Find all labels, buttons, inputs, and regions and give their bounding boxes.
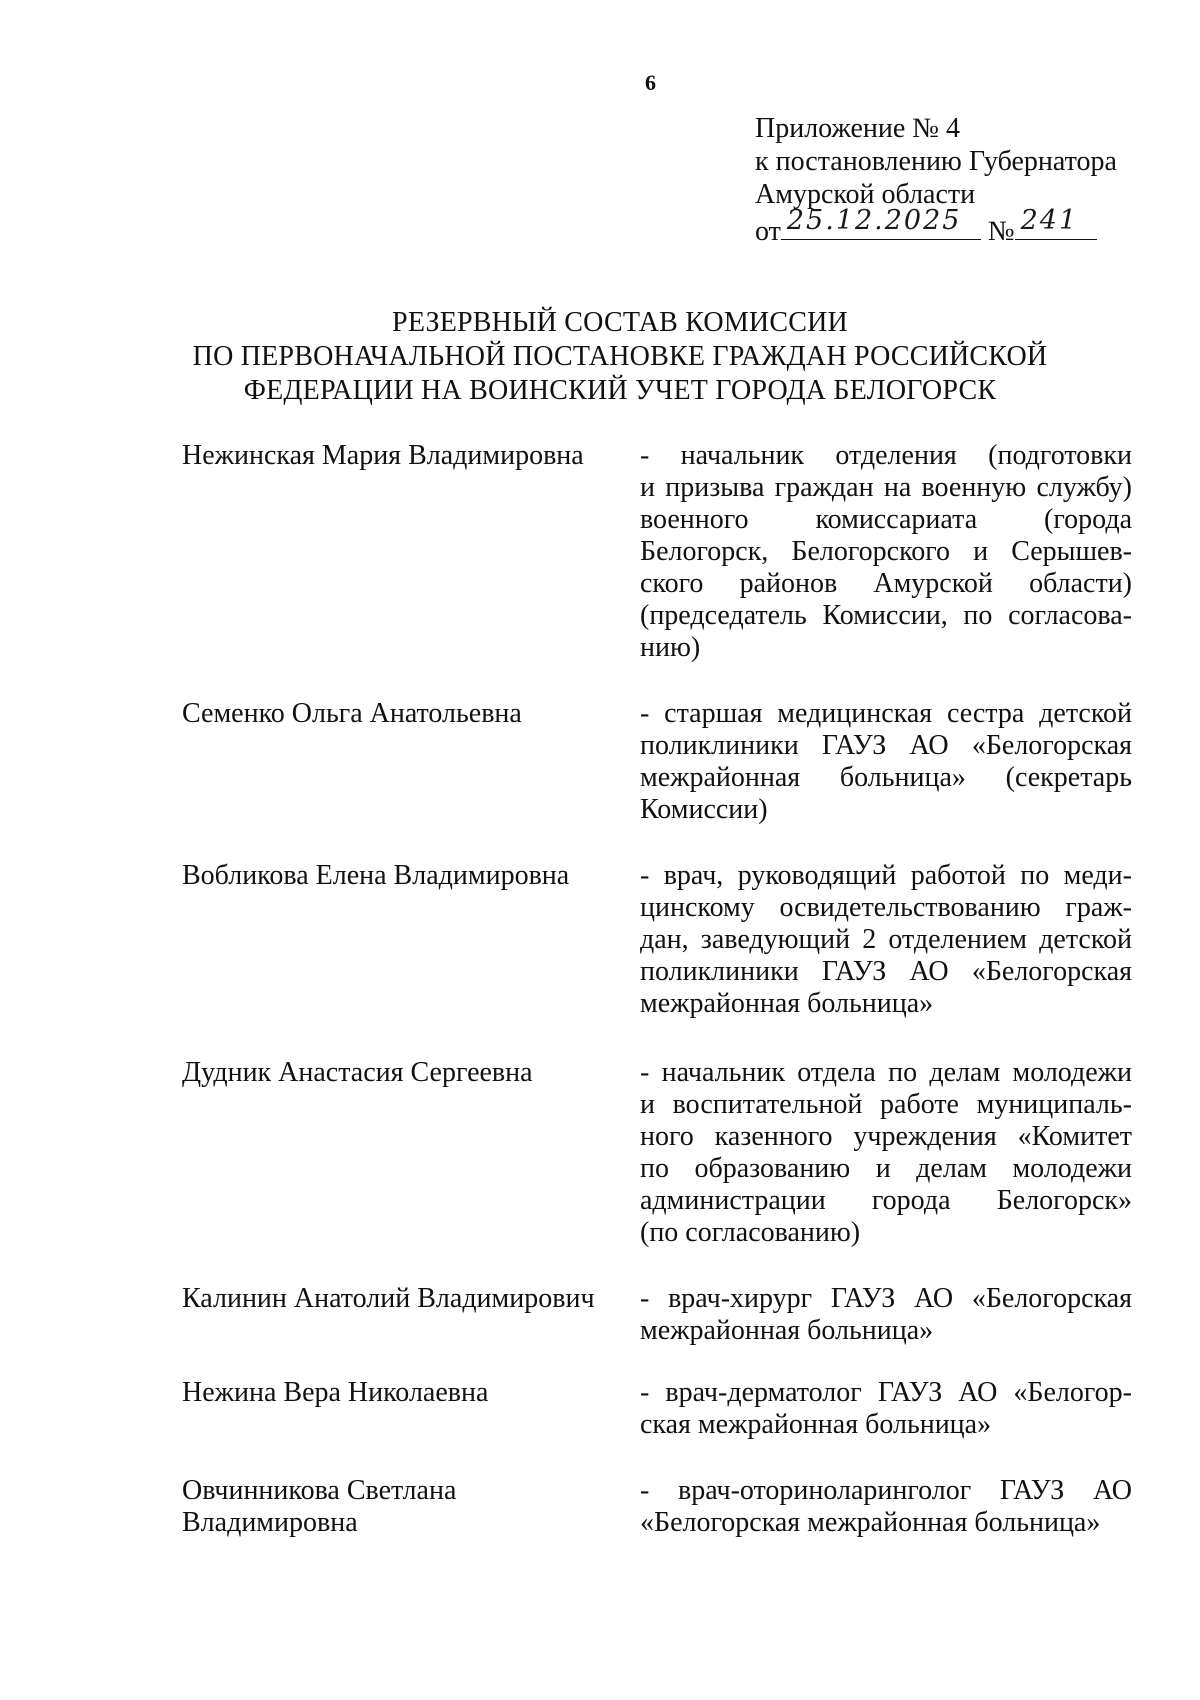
appendix-line-3: Амурской области xyxy=(755,179,976,210)
member-name xyxy=(182,1377,622,1409)
member-role-line: - врач-дерматолог ГАУЗ АО «Белогор- xyxy=(640,1377,1132,1408)
member-role-line: нию) xyxy=(640,632,701,663)
appendix-line-2: к постановлению Губернатора xyxy=(755,146,1117,177)
member-role-line: ного казенного учреждения «Комитет xyxy=(640,1121,1132,1152)
member-name-line: Нежина Вера Николаевна xyxy=(182,1377,489,1408)
member-role xyxy=(640,698,1132,826)
member-role xyxy=(640,440,1132,664)
member-role-line: и воспитательной работе муниципаль- xyxy=(640,1089,1132,1120)
member-role-line: «Белогорская межрайонная больница» xyxy=(640,1507,1101,1538)
member-name-line: Нежинская Мария Владимировна xyxy=(182,440,584,471)
member-name xyxy=(182,1057,622,1089)
member-name xyxy=(182,440,622,472)
member-role-line: - начальник отдела по делам молодежи xyxy=(640,1057,1132,1088)
member-role-line: (председатель Комиссии, по согласова- xyxy=(640,600,1132,631)
title-line-1: РЕЗЕРВНЫЙ СОСТАВ КОМИССИИ xyxy=(392,307,848,338)
member-role-line: поликлиники ГАУЗ АО «Белогорская xyxy=(640,956,1132,987)
member-name xyxy=(182,860,622,892)
member-role-line: - начальник отделения (подготовки xyxy=(640,440,1132,471)
member-role-line: - старшая медицинская сестра детской xyxy=(640,698,1132,729)
member-name xyxy=(182,1475,622,1539)
member-role xyxy=(640,860,1132,1020)
appendix-date-line xyxy=(755,205,1117,248)
member-role-line: межрайонная больница» xyxy=(640,1315,934,1346)
member-role-line: по образованию и делам молодежи xyxy=(640,1153,1132,1184)
appendix-line-1: Приложение № 4 xyxy=(755,113,960,144)
member-role-line: Белогорск, Белогорского и Серышев- xyxy=(640,536,1132,567)
member-name-line: Овчинникова Светлана xyxy=(182,1475,457,1506)
member-role-line: - врач, руководящий работой по меди- xyxy=(640,860,1132,891)
date-field xyxy=(781,205,981,240)
member-role-line: - врач-хирург ГАУЗ АО «Белогорская xyxy=(640,1283,1132,1314)
member-role-line: военного комиссариата (города xyxy=(640,504,1132,535)
member-role xyxy=(640,1475,1132,1539)
member-role-line: и призыва граждан на военную службу) xyxy=(640,472,1132,503)
member-name xyxy=(182,698,622,730)
number-field xyxy=(1015,205,1097,240)
member-role-line: поликлиники ГАУЗ АО «Белогорская xyxy=(640,730,1132,761)
title-line-3: ФЕДЕРАЦИИ НА ВОИНСКИЙ УЧЕТ ГОРОДА БЕЛОГОРСК xyxy=(243,375,997,406)
member-role xyxy=(640,1057,1132,1249)
member-role-line: (по согласованию) xyxy=(640,1217,861,1248)
member-name-line: Вобликова Елена Владимировна xyxy=(182,860,570,891)
member-role-line: - врач-оториноларинголог ГАУЗ АО xyxy=(640,1475,1132,1506)
page-number: 6 xyxy=(645,70,656,95)
member-role-line: дан, заведующий 2 отделением детской xyxy=(640,924,1132,955)
member-name-line: Калинин Анатолий Владимирович xyxy=(182,1283,595,1314)
date-prefix: от xyxy=(755,216,781,247)
member-role xyxy=(640,1283,1132,1347)
appendix-block xyxy=(755,112,1117,248)
number-prefix: № xyxy=(987,216,1015,247)
handwritten-number: 241 xyxy=(1020,205,1079,236)
member-role-line: межрайонная больница» (секретарь xyxy=(640,762,1132,793)
member-role-line: ская межрайонная больница» xyxy=(640,1409,992,1440)
member-role-line: межрайонная больница» xyxy=(640,988,934,1019)
member-role-line: цинскому освидетельствованию граж- xyxy=(640,892,1132,923)
document-title xyxy=(150,306,1090,408)
member-name-line: Дудник Анастасия Сергеевна xyxy=(182,1057,533,1088)
title-line-2: ПО ПЕРВОНАЧАЛЬНОЙ ПОСТАНОВКЕ ГРАЖДАН РОССИЙСКОЙ xyxy=(192,341,1048,372)
member-role-line: ского районов Амурской области) xyxy=(640,568,1132,599)
member-name-line: Семенко Ольга Анатольевна xyxy=(182,698,522,729)
member-role-line: администрации города Белогорск» xyxy=(640,1185,1132,1216)
member-name-line: Владимировна xyxy=(182,1507,358,1538)
member-role xyxy=(640,1377,1132,1441)
handwritten-date: 25.12.2025 xyxy=(786,205,962,236)
member-name xyxy=(182,1283,622,1315)
member-role-line: Комиссии) xyxy=(640,794,768,825)
